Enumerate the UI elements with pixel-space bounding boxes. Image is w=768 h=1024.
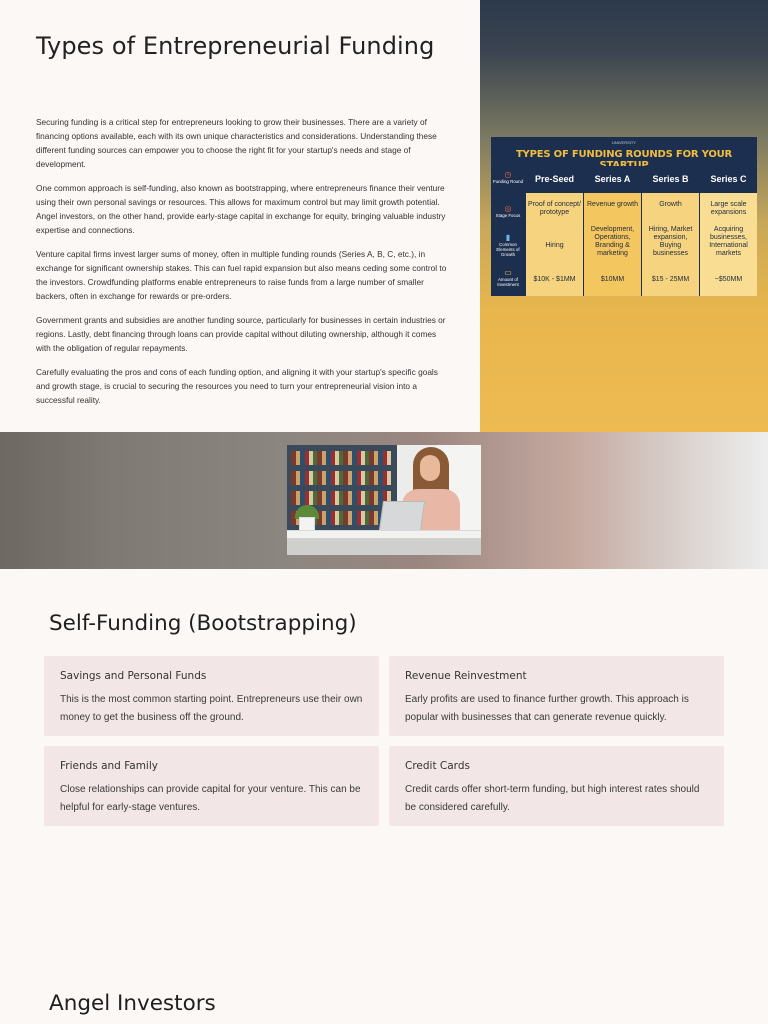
- round-column-body: [642, 193, 699, 296]
- round-column-series-c: [700, 166, 757, 296]
- round-stage: Large scale expansions: [710, 201, 747, 216]
- round-column-body: [700, 193, 757, 296]
- intro-section: [0, 0, 768, 432]
- card-title: Credit Cards: [405, 760, 470, 772]
- woman-at-laptop-photo: [287, 445, 481, 555]
- funding-rounds-image-panel: [480, 0, 768, 432]
- bar-chart-icon: ▮: [505, 233, 511, 242]
- card-title: Savings and Personal Funds: [60, 670, 207, 682]
- round-column-series-b: [642, 166, 699, 296]
- card-savings: [44, 656, 379, 736]
- round-name: Pre-Seed: [526, 166, 583, 193]
- clock-icon: ◷: [504, 170, 512, 179]
- round-amount: $10MM: [600, 276, 625, 283]
- round-stage: Revenue growth: [587, 201, 638, 208]
- intro-text-panel: [0, 0, 480, 432]
- section-title-angel-investors: Angel Investors: [49, 991, 216, 1016]
- round-amount: $10K - $1MM: [533, 276, 576, 283]
- round-stage: Proof of concept/ prototype: [528, 201, 581, 216]
- round-column-body: [526, 193, 583, 296]
- round-name: Series A: [584, 166, 641, 193]
- desk: [287, 530, 481, 538]
- infographic-title: TYPES OF FUNDING ROUNDS FOR YOUR: [515, 149, 733, 160]
- intro-paragraph: One common approach is self-funding, also known as bootstrapping, where entrepreneurs finance their venture using their own personal savings or resources. This allows for maximum control but may limit growth potential. Angel investors, on the other hand, provide early-stage capital in exchange for equity, bringing valuable industry expertise and connections.: [36, 183, 446, 235]
- infographic-brand: UNIVERSITY: [611, 140, 636, 145]
- round-column-series-a: [584, 166, 641, 296]
- card-credit-cards: [389, 746, 724, 826]
- round-name: Series B: [642, 166, 699, 193]
- card-body: Early profits are used to finance further growth. This approach is popular with businesses that can generate revenue quickly.: [405, 694, 689, 723]
- round-column-pre-seed: [526, 166, 583, 296]
- card-title: Revenue Reinvestment: [405, 670, 527, 682]
- money-icon: ▭: [504, 268, 512, 277]
- round-amount: ~$50MM: [714, 276, 743, 283]
- intro-paragraph: Government grants and subsidies are another funding source, particularly for businesses in certain industries or regions. Lastly, debt financing through loans can provide capital without diluting ownership, although it comes with the obligation of regular repayments.: [36, 315, 446, 353]
- intro-body: [36, 115, 448, 417]
- section-title-self-funding: Self-Funding (Bootstrapping): [49, 611, 357, 636]
- row-label-amount: ▭ Amount of Investment: [491, 268, 525, 287]
- round-stage: Growth: [659, 201, 682, 208]
- target-icon: ◎: [504, 204, 512, 213]
- page-title: Types of Entrepreneurial Funding: [36, 32, 435, 60]
- card-body: Close relationships can provide capital for your venture. This can be helpful for early-stage ventures.: [60, 784, 361, 813]
- card-friends-family: [44, 746, 379, 826]
- round-growth: Hiring: [545, 242, 564, 249]
- hero-banner: [0, 432, 768, 569]
- intro-paragraph: Securing funding is a critical step for entrepreneurs looking to grow their businesses. There are a variety of financing options available, each with its own unique characteristics and considerations. Understanding these different funding sources can empower you to choose the right fit for your startup's needs and stage of development.: [36, 117, 437, 169]
- laptop-icon: [379, 501, 425, 531]
- card-revenue-reinvestment: [389, 656, 724, 736]
- round-amount: $15 - 25MM: [651, 276, 690, 283]
- row-label-stage-focus: ◎ Stage Focus: [491, 204, 525, 218]
- card-title: Friends and Family: [60, 760, 158, 772]
- card-body: This is the most common starting point. Entrepreneurs use their own money to get the business off the ground.: [60, 694, 363, 723]
- intro-paragraph: Carefully evaluating the pros and cons of each funding option, and aligning it with your startup's specific goals and growth stage, is crucial to securing the resources you need to turn your entrepreneurial vision into a successful reality.: [36, 367, 438, 405]
- funding-rounds-infographic: [491, 137, 757, 296]
- row-label-growth: ▮ Common Elements of Growth: [491, 233, 525, 257]
- round-column-body: [584, 193, 641, 296]
- card-body: Credit cards offer short-term funding, but high interest rates should be considered carefully.: [405, 784, 700, 813]
- row-label-funding-round: ◷ Funding Round: [492, 170, 524, 184]
- intro-paragraph: Venture capital firms invest larger sums of money, often in multiple funding rounds (Series A, B, C, etc.), in exchange for significant ownership stakes. This can fuel rapid expansion but also means ceding some control to the investors. Crowdfunding platforms enable entrepreneurs to raise funds from a large number of smaller backers, often in exchange for rewards or pre-orders.: [36, 249, 447, 301]
- round-growth: Development, Operations, Branding & marketing: [590, 226, 635, 257]
- round-name: Series C: [700, 166, 757, 193]
- round-growth: Acquiring businesses, International markets: [709, 226, 748, 257]
- round-growth: Hiring, Market expansion, Buying businesses: [648, 226, 693, 257]
